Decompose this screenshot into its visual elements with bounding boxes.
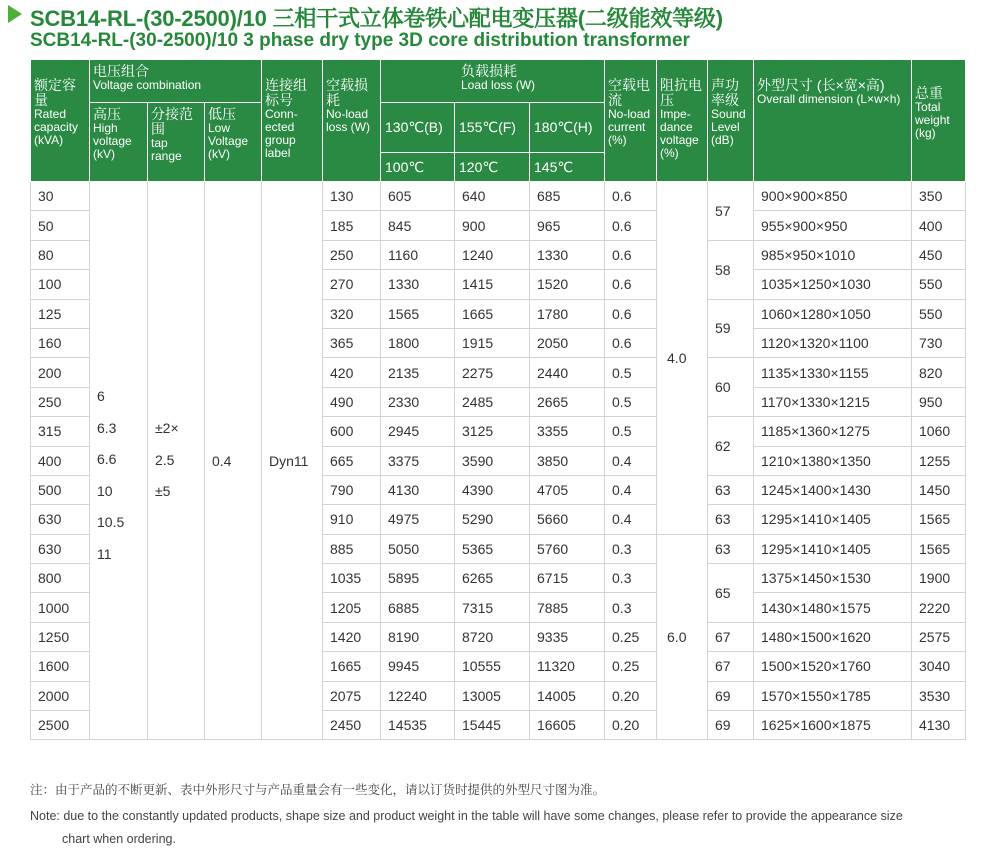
header-voltage-combination: 电压组合 Voltage combination (90, 60, 262, 103)
cell-load-loss-b: 4975 (381, 505, 455, 534)
cell-sound-level: 65 (708, 564, 754, 623)
cell-capacity: 250 (31, 387, 90, 416)
cell-noload-current: 0.25 (605, 622, 657, 651)
cell-dimension: 1185×1360×1275 (754, 417, 912, 446)
cell-weight: 3530 (912, 681, 966, 710)
cell-capacity: 800 (31, 564, 90, 593)
cell-dimension: 1480×1500×1620 (754, 622, 912, 651)
cell-load-loss-f: 13005 (455, 681, 530, 710)
cell-weight: 350 (912, 182, 966, 211)
header-temp-h: 180℃(H) (530, 103, 605, 153)
hv-value: 6.6 (97, 451, 117, 468)
cell-high-voltage (90, 182, 148, 740)
header-temp-f: 155℃(F) (455, 103, 530, 153)
cell-weight: 1450 (912, 475, 966, 504)
cell-capacity: 400 (31, 446, 90, 475)
cell-load-loss-h: 16605 (530, 711, 605, 740)
cell-noload-current: 0.3 (605, 593, 657, 622)
cell-load-loss-b: 605 (381, 182, 455, 211)
page-title-en: SCB14-RL-(30-2500)/10 3 phase dry type 3D core distribution transformer (30, 30, 690, 51)
cell-capacity: 100 (31, 270, 90, 299)
cell-capacity: 80 (31, 240, 90, 269)
cell-weight: 400 (912, 211, 966, 240)
cell-capacity: 630 (31, 505, 90, 534)
cell-load-loss-f: 5290 (455, 505, 530, 534)
cell-load-loss-b: 1565 (381, 299, 455, 328)
cell-noload-current: 0.3 (605, 534, 657, 563)
cell-sound-level: 60 (708, 358, 754, 417)
cell-load-loss-h: 4705 (530, 475, 605, 504)
cell-load-loss-b: 3375 (381, 446, 455, 475)
header-tap-range: 分接范围 tap range (148, 103, 205, 182)
cell-capacity: 160 (31, 328, 90, 357)
tap-value: ±5 (155, 483, 171, 500)
cell-weight: 2575 (912, 622, 966, 651)
cell-load-loss-h: 2050 (530, 328, 605, 357)
cell-noload-current: 0.20 (605, 711, 657, 740)
cell-sound-level: 63 (708, 475, 754, 504)
cell-dimension: 1430×1480×1575 (754, 593, 912, 622)
cell-noload-loss: 1665 (323, 652, 381, 681)
cell-weight: 950 (912, 387, 966, 416)
cell-noload-loss: 420 (323, 358, 381, 387)
cell-load-loss-b: 4130 (381, 475, 455, 504)
cell-weight: 550 (912, 270, 966, 299)
cell-load-loss-f: 3125 (455, 417, 530, 446)
cell-load-loss-b: 5050 (381, 534, 455, 563)
cell-dimension: 955×900×950 (754, 211, 912, 240)
cell-dimension: 1295×1410×1405 (754, 534, 912, 563)
cell-load-loss-f: 640 (455, 182, 530, 211)
header-ref-temp-145: 145℃ (530, 153, 605, 182)
cell-load-loss-f: 1915 (455, 328, 530, 357)
cell-noload-loss: 2075 (323, 681, 381, 710)
cell-load-loss-h: 3355 (530, 417, 605, 446)
cell-weight: 1565 (912, 534, 966, 563)
cell-load-loss-f: 8720 (455, 622, 530, 651)
cell-load-loss-h: 11320 (530, 652, 605, 681)
cell-dimension: 1170×1330×1215 (754, 387, 912, 416)
table-row (31, 182, 966, 211)
cell-load-loss-f: 7315 (455, 593, 530, 622)
cell-load-loss-f: 1240 (455, 240, 530, 269)
cell-load-loss-b: 2330 (381, 387, 455, 416)
cell-noload-current: 0.20 (605, 681, 657, 710)
cell-noload-current: 0.6 (605, 299, 657, 328)
cell-sound-level: 58 (708, 240, 754, 299)
cell-dimension: 1570×1550×1785 (754, 681, 912, 710)
header-temp-b: 130℃(B) (381, 103, 455, 153)
cell-noload-current: 0.6 (605, 270, 657, 299)
cell-weight: 1900 (912, 564, 966, 593)
cell-capacity: 2500 (31, 711, 90, 740)
cell-load-loss-h: 1520 (530, 270, 605, 299)
cell-weight: 3040 (912, 652, 966, 681)
cell-load-loss-f: 10555 (455, 652, 530, 681)
cell-capacity: 125 (31, 299, 90, 328)
cell-load-loss-f: 15445 (455, 711, 530, 740)
cell-noload-loss: 885 (323, 534, 381, 563)
header-sound-level: 声功率级 Sound Level (dB) (708, 60, 754, 182)
header-connection-group: 连接组标号 Conn-ected group label (262, 60, 323, 182)
header-high-voltage: 高压 High voltage (kV) (90, 103, 148, 182)
cell-weight: 1060 (912, 417, 966, 446)
cell-noload-loss: 910 (323, 505, 381, 534)
hv-value: 10.5 (97, 514, 125, 531)
cell-load-loss-f: 900 (455, 211, 530, 240)
cell-capacity: 315 (31, 417, 90, 446)
cell-dimension: 985×950×1010 (754, 240, 912, 269)
cell-load-loss-h: 5660 (530, 505, 605, 534)
cell-load-loss-h: 1330 (530, 240, 605, 269)
cell-capacity: 50 (31, 211, 90, 240)
header-low-voltage: 低压 Low Voltage (kV) (205, 103, 262, 182)
cell-load-loss-f: 2485 (455, 387, 530, 416)
cell-load-loss-b: 1330 (381, 270, 455, 299)
header-dimension: 外型尺寸 (长×宽×高) Overall dimension (L×w×h) (754, 60, 912, 182)
cell-dimension: 1135×1330×1155 (754, 358, 912, 387)
cell-load-loss-h: 1780 (530, 299, 605, 328)
cell-noload-current: 0.6 (605, 211, 657, 240)
cell-weight: 2220 (912, 593, 966, 622)
cell-load-loss-h: 3850 (530, 446, 605, 475)
cell-capacity: 200 (31, 358, 90, 387)
cell-weight: 450 (912, 240, 966, 269)
cell-load-loss-b: 2135 (381, 358, 455, 387)
cell-dimension: 1245×1400×1430 (754, 475, 912, 504)
cell-load-loss-f: 1415 (455, 270, 530, 299)
cell-weight: 550 (912, 299, 966, 328)
header-noload-current: 空载电流 No-load current (%) (605, 60, 657, 182)
cell-load-loss-f: 4390 (455, 475, 530, 504)
title-arrow-icon (8, 5, 22, 23)
cell-noload-loss: 790 (323, 475, 381, 504)
cell-load-loss-b: 5895 (381, 564, 455, 593)
cell-noload-current: 0.5 (605, 417, 657, 446)
cell-dimension: 1295×1410×1405 (754, 505, 912, 534)
cell-weight: 1565 (912, 505, 966, 534)
cell-load-loss-b: 12240 (381, 681, 455, 710)
header-capacity: 额定容量 Rated capacity (kVA) (31, 60, 90, 182)
cell-dimension: 1120×1320×1100 (754, 328, 912, 357)
page-title-cn: SCB14-RL-(30-2500)/10 三相干式立体卷铁心配电变压器(二级能效等级) (30, 6, 723, 31)
cell-noload-loss: 600 (323, 417, 381, 446)
cell-noload-loss: 270 (323, 270, 381, 299)
cell-load-loss-b: 1800 (381, 328, 455, 357)
cell-load-loss-h: 14005 (530, 681, 605, 710)
cell-load-loss-h: 2440 (530, 358, 605, 387)
cell-noload-current: 0.5 (605, 358, 657, 387)
header-ref-temp-120: 120℃ (455, 153, 530, 182)
cell-load-loss-h: 5760 (530, 534, 605, 563)
cell-load-loss-b: 845 (381, 211, 455, 240)
cell-capacity: 630 (31, 534, 90, 563)
cell-load-loss-h: 7885 (530, 593, 605, 622)
cell-dimension: 1375×1450×1530 (754, 564, 912, 593)
cell-capacity: 2000 (31, 681, 90, 710)
cell-noload-loss: 250 (323, 240, 381, 269)
cell-load-loss-f: 3590 (455, 446, 530, 475)
hv-value: 6 (97, 388, 105, 405)
cell-dimension: 1625×1600×1875 (754, 711, 912, 740)
cell-capacity: 1600 (31, 652, 90, 681)
cell-capacity: 1250 (31, 622, 90, 651)
cell-weight: 730 (912, 328, 966, 357)
cell-sound-level: 63 (708, 505, 754, 534)
cell-noload-current: 0.6 (605, 240, 657, 269)
header-weight: 总重 Total weight (kg) (912, 60, 966, 182)
cell-noload-current: 0.3 (605, 564, 657, 593)
cell-load-loss-b: 14535 (381, 711, 455, 740)
cell-noload-current: 0.25 (605, 652, 657, 681)
cell-load-loss-b: 2945 (381, 417, 455, 446)
cell-noload-current: 0.4 (605, 475, 657, 504)
cell-connection-group: Dyn11 (262, 182, 323, 740)
cell-tap-range (148, 182, 205, 740)
cell-sound-level: 67 (708, 652, 754, 681)
cell-dimension: 900×900×850 (754, 182, 912, 211)
cell-sound-level: 57 (708, 182, 754, 241)
cell-sound-level: 63 (708, 534, 754, 563)
cell-noload-loss: 1035 (323, 564, 381, 593)
cell-sound-level: 69 (708, 681, 754, 710)
cell-load-loss-f: 1665 (455, 299, 530, 328)
cell-noload-loss: 1205 (323, 593, 381, 622)
tap-value: 2.5 (155, 451, 175, 468)
cell-capacity: 500 (31, 475, 90, 504)
cell-noload-current: 0.4 (605, 505, 657, 534)
cell-load-loss-h: 9335 (530, 622, 605, 651)
note-en-line1: Note: due to the constantly updated products, shape size and product weight in the table will have some changes, please refer to provide the appearance size (30, 809, 903, 823)
cell-noload-current: 0.4 (605, 446, 657, 475)
cell-sound-level: 69 (708, 711, 754, 740)
hv-value: 6.3 (97, 419, 117, 436)
cell-load-loss-h: 6715 (530, 564, 605, 593)
cell-noload-loss: 320 (323, 299, 381, 328)
cell-load-loss-h: 2665 (530, 387, 605, 416)
cell-impedance: 4.0 (657, 182, 708, 535)
header-impedance: 阻抗电压 Impe-dance voltage (%) (657, 60, 708, 182)
cell-noload-loss: 2450 (323, 711, 381, 740)
cell-load-loss-b: 8190 (381, 622, 455, 651)
header-load-loss: 负载损耗 Load loss (W) (381, 60, 605, 103)
note-en (30, 805, 970, 851)
cell-noload-loss: 130 (323, 182, 381, 211)
cell-weight: 1255 (912, 446, 966, 475)
header-ref-temp-100: 100℃ (381, 153, 455, 182)
cell-dimension: 1500×1520×1760 (754, 652, 912, 681)
cell-load-loss-b: 1160 (381, 240, 455, 269)
cell-sound-level: 62 (708, 417, 754, 476)
cell-noload-loss: 365 (323, 328, 381, 357)
cell-impedance: 6.0 (657, 534, 708, 740)
cell-dimension: 1060×1280×1050 (754, 299, 912, 328)
cell-noload-current: 0.5 (605, 387, 657, 416)
cell-capacity: 1000 (31, 593, 90, 622)
cell-noload-loss: 665 (323, 446, 381, 475)
cell-load-loss-b: 6885 (381, 593, 455, 622)
cell-weight: 4130 (912, 711, 966, 740)
cell-capacity: 30 (31, 182, 90, 211)
cell-dimension: 1210×1380×1350 (754, 446, 912, 475)
cell-noload-loss: 185 (323, 211, 381, 240)
cell-load-loss-f: 5365 (455, 534, 530, 563)
cell-noload-current: 0.6 (605, 182, 657, 211)
spec-table-body (31, 182, 966, 740)
tap-value: ±2× (155, 420, 179, 437)
cell-load-loss-f: 6265 (455, 564, 530, 593)
header-noload-loss: 空载损耗 No-load loss (W) (323, 60, 381, 182)
cell-load-loss-h: 685 (530, 182, 605, 211)
cell-dimension: 1035×1250×1030 (754, 270, 912, 299)
note-cn: 注：由于产品的不断更新、表中外形尺寸与产品重量会有一些变化，请以订货时提供的外型尺寸图为准。 (30, 783, 606, 797)
cell-weight: 820 (912, 358, 966, 387)
cell-noload-loss: 1420 (323, 622, 381, 651)
note-en-line2: chart when ordering. (62, 832, 176, 846)
cell-sound-level: 59 (708, 299, 754, 358)
cell-noload-loss: 490 (323, 387, 381, 416)
cell-load-loss-f: 2275 (455, 358, 530, 387)
cell-load-loss-h: 965 (530, 211, 605, 240)
hv-value: 11 (97, 545, 112, 562)
cell-low-voltage: 0.4 (205, 182, 262, 740)
cell-load-loss-b: 9945 (381, 652, 455, 681)
spec-table (30, 59, 966, 740)
hv-value: 10 (97, 482, 113, 499)
cell-noload-current: 0.6 (605, 328, 657, 357)
cell-sound-level: 67 (708, 622, 754, 651)
